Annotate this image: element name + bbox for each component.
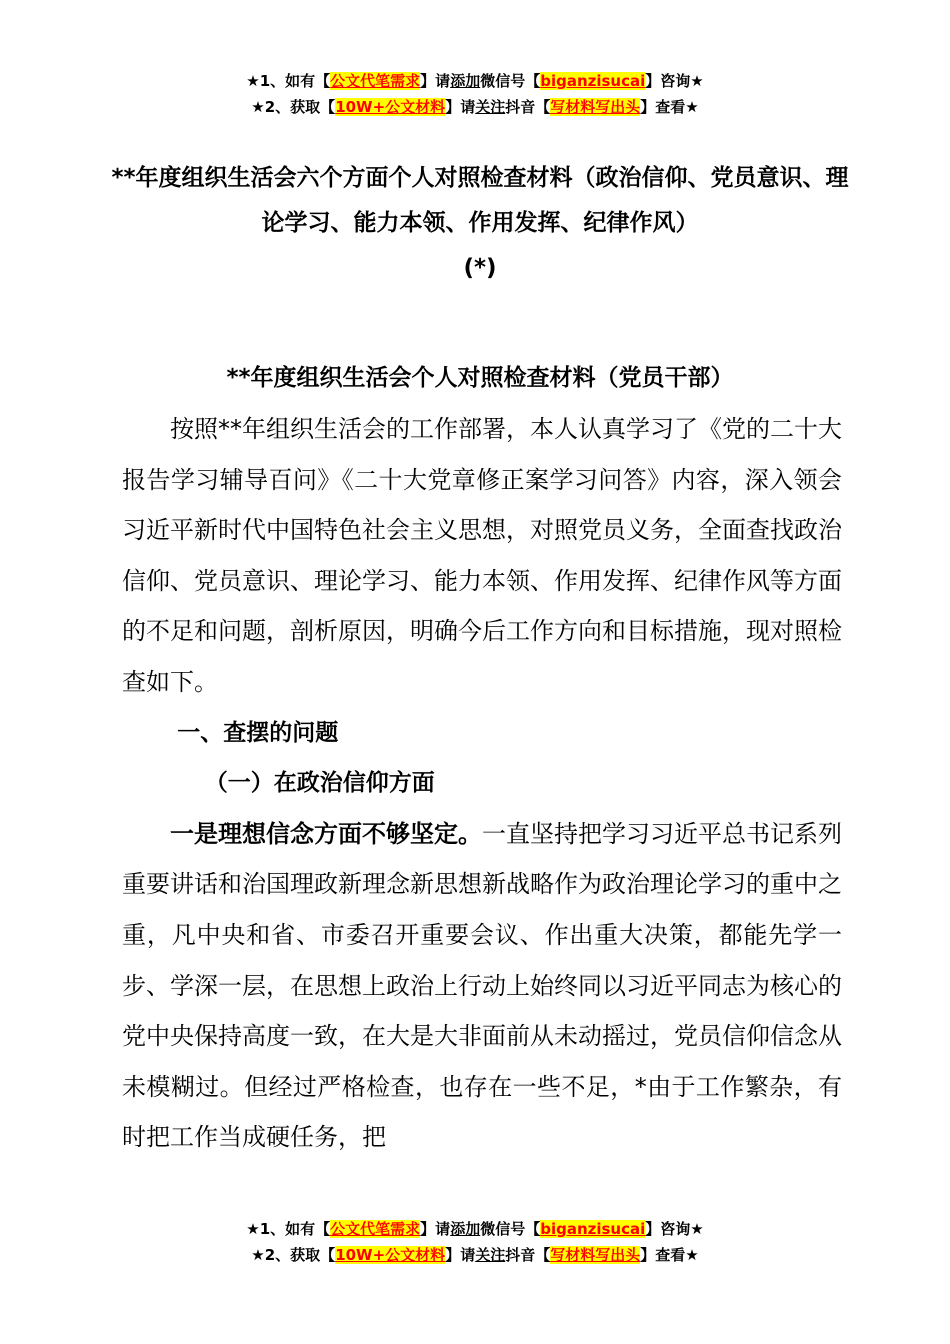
promo-highlight: 公文代笔需求 [330, 72, 421, 90]
promo-highlight: 写材料写出头 [550, 1246, 641, 1264]
promo-text: 微信号【 [480, 72, 541, 90]
promo-banner-top [0, 68, 950, 120]
paragraph-text: 一直坚持把学习习近平总书记系列重要讲话和治国理政新理念新思想新战略作为政治理论学习的重中之重，凡中央和省、市委召开重要会议、作出重大决策，都能先学一步、学深一层，在思想上政治上行动上始终同以习近平同志为核心的党中央保持高度一致，在大是大非面前从未动摇过，党员信仰信念从未模糊过。但经过严格检查，也存在一些不足，*由于工作繁杂，有时把工作当成硬任务，把 [122, 819, 842, 1152]
promo-text: 】查看★ [640, 98, 699, 116]
document-title [100, 156, 860, 291]
promo-text: 微信号【 [480, 1220, 541, 1238]
promo-line-1 [0, 68, 950, 94]
body-paragraph [122, 809, 842, 1163]
promo-underline: 关注 [475, 98, 506, 116]
promo-highlight: 写材料写出头 [550, 98, 641, 116]
intro-paragraph: 按照**年组织生活会的工作部署，本人认真学习了《党的二十大报告学习辅导百问》《二十大党章修正案学习问答》内容，深入领会习近平新时代中国特色社会主义思想，对照党员义务，全面查找政治信仰、党员意识、理论学习、能力本领、作用发挥、纪律作风等方面的不足和问题，剖析原因，明确今后工作方向和目标措施，现对照检查如下。 [122, 415, 842, 696]
promo-text: 】咨询★ [645, 72, 704, 90]
promo-text: ★1、如有【 [246, 1220, 331, 1238]
promo-text: ★1、如有【 [246, 72, 331, 90]
promo-highlight: biganzisucai [540, 1220, 646, 1238]
promo-underline: 添加 [450, 1220, 481, 1238]
promo-line-2 [0, 1242, 950, 1268]
promo-text: 】请 [420, 1220, 451, 1238]
promo-text: 】请 [445, 1246, 476, 1264]
document-title-suffix: (*) [463, 255, 497, 281]
promo-text: ★2、获取【 [251, 1246, 336, 1264]
section-heading: 一、查摆的问题 [177, 719, 339, 746]
paragraph-lead: 一是理想信念方面不够坚定。 [170, 819, 482, 848]
promo-underline: 添加 [450, 72, 481, 90]
promo-underline: 关注 [475, 1246, 506, 1264]
promo-banner-bottom [0, 1216, 950, 1268]
promo-text: ★2、获取【 [251, 98, 336, 116]
subsection-heading: （一）在政治信仰方面 [204, 770, 435, 797]
promo-text: 抖音【 [505, 98, 551, 116]
promo-highlight: 公文代笔需求 [330, 1220, 421, 1238]
promo-text: 】查看★ [640, 1246, 699, 1264]
promo-highlight: biganzisucai [540, 72, 646, 90]
promo-text: 抖音【 [505, 1246, 551, 1264]
promo-line-1 [0, 1216, 950, 1242]
promo-text: 】请 [420, 72, 451, 90]
document-title-text: **年度组织生活会六个方面个人对照检查材料（政治信仰、党员意识、理论学习、能力本领、作用发挥、纪律作风） [111, 165, 849, 236]
promo-text: 】咨询★ [645, 1220, 704, 1238]
promo-line-2 [0, 94, 950, 120]
promo-highlight: 10W+公文材料 [335, 1246, 446, 1264]
promo-text: 】请 [445, 98, 476, 116]
document-subtitle: **年度组织生活会个人对照检查材料（党员干部） [226, 365, 734, 391]
document-body [122, 404, 842, 1163]
promo-highlight: 10W+公文材料 [335, 98, 446, 116]
